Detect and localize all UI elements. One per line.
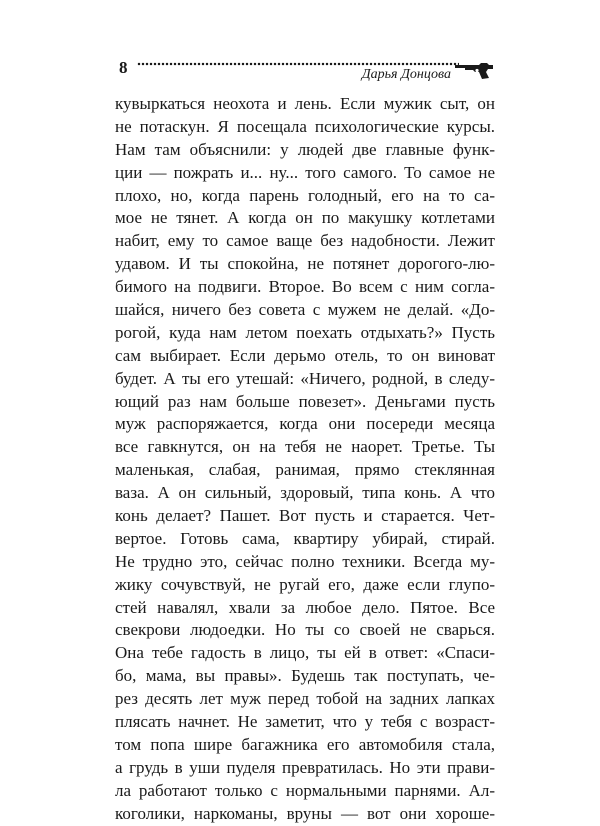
text-line: конь делает? Пашет. Вот пусть и старается. Чет- [115,506,495,526]
text-line: а грудь в уши пуделя превратилась. Но эти прави- [115,757,495,777]
text-line: плохо, но, когда парень голодный, его на то са- [115,185,495,205]
text-line: рогой, куда нам летом поехать отдыхать?» Пусть [115,322,495,342]
page-header [115,58,495,84]
text-line: бимого на подвиги. Второе. Во всем с ним согла- [115,277,495,297]
text-line: Она тебе гадость в лицо, ты ей в ответ: «Спаси- [115,643,495,663]
text-line: жику сочувствуй, не ругай его, даже если глупо- [115,574,495,594]
text-line: вертое. Готовь сама, квартиру убирай, стирай. [115,528,495,548]
text-line: свекрови людоедки. Но ты со своей не сварься. [115,620,495,640]
text-line: маленькая, слабая, ранимая, прямо стеклянная [115,460,495,480]
text-line: ваза. А он сильный, здоровый, типа конь. А что [115,483,495,503]
running-head-author: Дарья Донцова [361,67,451,82]
text-line: ции — пожрать и... ну... того самого. То самое не [115,162,495,182]
page-number: 8 [119,58,128,77]
text-line: шайся, ничего без совета с мужем не делай. «До- [115,300,495,320]
body-text [115,93,495,826]
text-line: удавом. И ты спокойна, не потянет дорогого-лю- [115,254,495,274]
text-line: плясать начнет. Не заметит, что у тебя с возраст- [115,712,495,732]
text-line: набит, ему то самое ваще без надобности. Лежит [115,231,495,251]
text-line: сам выбирает. Если дерьмо отель, то он виноват [115,345,495,365]
revolver-icon [453,58,495,80]
text-line: мое не тянет. А когда он по макушку котлетами [115,208,495,228]
text-line: Нам там объяснили: у людей две главные функ- [115,139,495,159]
text-line: бо, мама, вы правы». Будешь так поступать, че- [115,666,495,686]
text-line: кувыркаться неохота и лень. Если мужик сыт, он [115,94,495,113]
text-line: муж распоряжается, когда они посереди месяца [115,414,495,434]
text-line: том попа шире багажника его автомобиля стала, [115,734,495,754]
text-line: ющий раз нам больше повезет». Деньгами пусть [115,391,495,411]
text-line: рез десять лет муж перед тобой на задних лапках [115,689,495,709]
text-line: стей навалял, хвали за любое дело. Пятое. Все [115,597,495,617]
text-line: будет. А ты его утешай: «Ничего, родной, в следу- [115,368,495,388]
text-line: коголики, наркоманы, вруны — вот они хороше- [115,803,495,823]
text-line: Не трудно это, сейчас полно техники. Всегда му- [115,551,495,571]
text-line: ла работают только с нормальными парнями. Ал- [115,780,495,800]
text-line: все гавкнутся, он на тебя не наорет. Третье. Ты [115,437,495,457]
text-line: не потаскун. Я посещала психологические курсы. [115,116,495,136]
